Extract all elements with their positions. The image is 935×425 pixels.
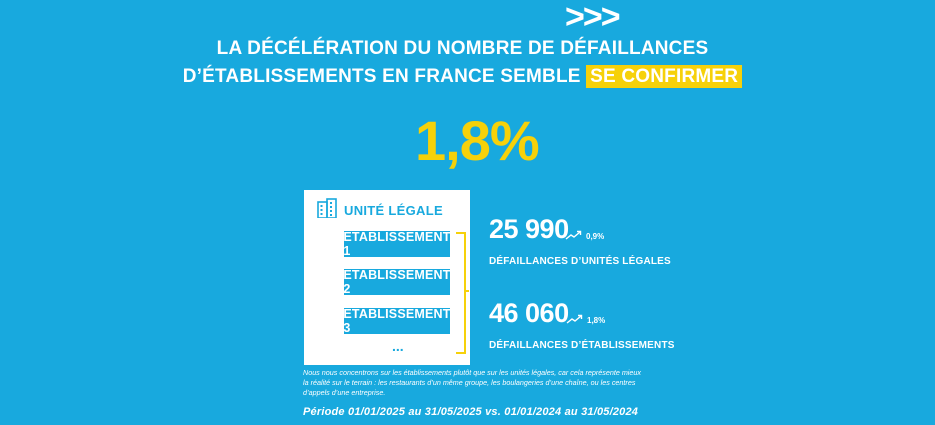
headline-percentage: 1,8% <box>415 109 539 172</box>
establishment-trend <box>566 314 605 326</box>
title-line-2-main: D’ÉTABLISSEMENTS EN FRANCE SEMBLE <box>182 66 581 87</box>
establishment-box-1: ETABLISSEMENT 1 <box>343 230 451 258</box>
legal-unit-failures-label: DÉFAILLANCES D’UNITÉS LÉGALES <box>489 256 671 267</box>
title-line-1: LA DÉCÉLÉRATION DU NOMBRE DE DÉFAILLANCES <box>216 38 709 59</box>
legal-unit-trend-value: 0,9% <box>586 231 605 241</box>
trend-up-icon <box>565 230 583 242</box>
establishment-box-3: ETABLISSEMENT 3 <box>343 307 451 335</box>
establishment-failures-value: 46 060 <box>489 298 569 328</box>
establishment-box-2: ETABLISSEMENT 2 <box>343 268 451 296</box>
legal-unit-trend <box>565 230 604 242</box>
establishment-trend-value: 1,8% <box>587 315 606 325</box>
establishment-failures-label: DÉFAILLANCES D’ÉTABLISSEMENTS <box>489 340 675 351</box>
more-establishments: ... <box>392 338 404 354</box>
bracket-tick <box>464 290 469 292</box>
legal-unit-failures-value: 25 990 <box>489 214 569 244</box>
building-icon <box>316 198 338 223</box>
legal-unit-card <box>304 190 470 365</box>
chevrons-decoration: >>> <box>565 0 619 36</box>
legal-unit-title: UNITÉ LÉGALE <box>344 203 443 218</box>
title-highlight: SE CONFIRMER <box>586 65 742 88</box>
title-line-2 <box>0 66 930 88</box>
bracket-divider <box>456 232 466 354</box>
footnote: Nous nous concentrons sur les établissements plutôt que sur les unités légales, car cela représente mieux la réalité sur le terrain : les restaurants d’un même groupe, les boulangeries d’une chaîne, ou les centres d’appels d’une entreprise. <box>303 368 641 397</box>
period-note: Période 01/01/2025 au 31/05/2025 vs. 01/01/2024 au 31/05/2024 <box>303 406 639 418</box>
trend-up-icon <box>566 314 584 326</box>
legal-unit-header <box>316 198 443 223</box>
